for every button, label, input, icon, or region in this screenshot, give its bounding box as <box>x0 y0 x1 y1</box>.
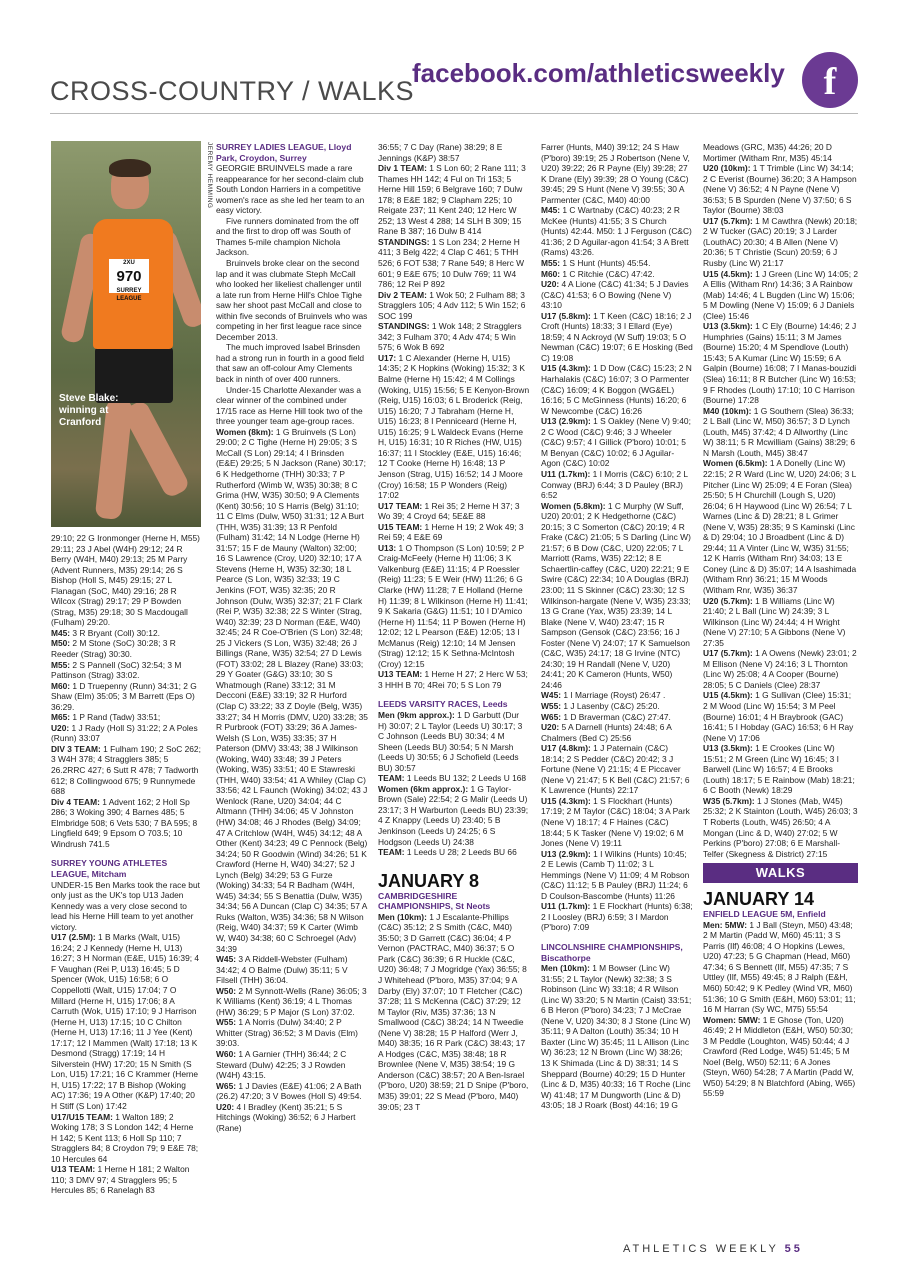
result-category: U13 (2.9km): <box>541 416 591 427</box>
results-column-3 <box>378 142 530 1233</box>
result-paragraph <box>541 712 693 723</box>
result-text: 5 A Darnell (Hunts) 24:48; 6 A Chalmers (Bed C) 25:56 <box>541 722 672 743</box>
result-text: 1 D Dow (C&C) 15:23; 2 N Harhalakis (C&C) 16:07; 3 O Parmenter (C&C) 16:09; 4 K Boggon (WG&EL) 16:16; 5 C McGinness (Hunts) 16:20; 6 W Newcombe (C&C) 16:26 <box>541 363 692 416</box>
event-heading: LINCOLNSHIRE CHAMPIONSHIPS, Biscathorpe <box>541 942 683 963</box>
result-text: 1 O Thompson (S Lon) 10:59; 2 P Craig-McFeely (Herne H) 11:06; 3 K Valkenburg (E&E) 11:15; 4 P Roessler (Reig) 11:23; 5 E Weir (HW) 11:26; 6 G Clarke (HW) 11:28; 7 E Holland (Herne H) 11:39; 8 L Wilkinson (Herne H) 11:41; 9 K Sakaria (G&G) 11:51; 10 I D'Amico (Herne H) 11:54; 11 P Bowen (Herne H) 12:02; 12 L Pearson (E&E) 12:05; 13 I McManus (Reig) 12:10; 14 M Jensen (Strag) 12:12; 15 K Sethna-McIntosh (Croy) 12:15 <box>378 542 528 669</box>
result-paragraph <box>378 710 530 773</box>
magazine-name: ATHLETICS WEEKLY <box>623 1243 779 1255</box>
result-paragraph <box>378 784 530 847</box>
date-heading: JANUARY 14 <box>703 889 815 910</box>
result-category: U17 (5.8km): <box>541 310 591 321</box>
photo-caption: Steve Blake: winning at Cranford <box>59 393 119 428</box>
result-paragraph <box>216 1049 368 1081</box>
result-paragraph <box>51 638 201 659</box>
result-category: Men (10km): <box>378 911 427 922</box>
result-text: 1 G Sullivan (Clee) 15:31; 2 M Wood (Linc W) 15:54; 3 M Peel (Bourne) 16:01; 4 H Braybrook (GAC) 16:41; 5 I Hobday (GAC) 16:53; 6 H Ray (Nene V) 17:06 <box>703 690 854 743</box>
runner-hair <box>109 159 151 177</box>
result-text: 29:10; 22 G Ironmonger (Herne H, M55) 29:11; 23 J Abel (W4H) 29:12; 24 R Berry (W4H, M40) 29:13; 25 M Parry (Advent Runners, M35) 29:14; 26 S Bishop (Holl S, M45) 29:15; 27 L Flanagan (SoC, M40) 29:16; 28 R Wilcox (Strag) 29:17; 29 P Bowden (Strag, M35) 29:18; 30 S Macdougall (Fulham) 29:20. <box>51 533 200 628</box>
result-text: 1 J Ball (Steyn, M50) 43:48; 2 M Martin (Padd W, M60) 45:11; 3 S Parris (Ilf) 46:08; 4 O Hopkins (Lewes, U20) 47:23; 5 G Chapman (Head, M60) 47:34; 6 S Bennett (Ilf, M55) 47:35; 7 S Uttley (Ilf, M55) 49:45; 8 J Ralph (E&H, M60) 50:42; 9 K Pedley (Wind VR, M60) 51:36; 10 G Smith (E&H, M60) 53:01; 11; 16 M Harran (Sy WC, M75) 55:54 <box>703 919 856 1015</box>
event-heading: CAMBRIDGESHIRE CHAMPIONSHIPS, St Neots <box>378 890 491 912</box>
result-text: 1 Leeds U 28; 2 Leeds BU 66 <box>404 847 517 858</box>
result-text: 1 A Garnier (THH) 36:44; 2 C Steward (Dulw) 42:25; 3 J Rowden (W4H) 43:15. <box>216 1049 347 1081</box>
result-paragraph <box>216 385 368 427</box>
result-text: 1 M Bowser (Linc W) 31:55; 2 L Taylor (Newk) 32:38; 3 S Robinson (Linc W) 33:18; 4 R Wilson (Linc W) 33:20; 5 N Martin (Caist) 33:51; 6 B Heron (P'boro) 34:23; 7 J McCrae (Nene V, U20) 34:30; 8 J Stone (Linc W) 35:11; 9 A Dalton (Louth) 35:34; 10 H Baxter (Linc W) 35:45; 11 L Allison (Linc W) 36:23; 12 N Brown (Linc W) 38:26; 13 K Shimada (Linc & D) 38:31; 14 S Sheppard (Bourne) 40:29; 15 D Hunter (Linc & D, M35) 40:33; 16 T Roche (Linc W) 41:48; 17 M Dungworth (Linc & D) 43:05; 18 J Roark (Bost) 44:16; 19 G <box>541 963 692 1111</box>
result-text: 1 Walton 189; 2 Woking 178; 3 S London 142; 4 Herne H 142; 5 Kent 113; 6 Holl Sp 110; 7 Stragglers 84; 8 Croydon 79; 9 E&E 78; 10 Hercules 64 <box>51 1111 199 1164</box>
result-paragraph <box>541 363 693 416</box>
result-paragraph <box>216 1017 368 1049</box>
result-text: 1 M Cawthra (Newk) 20:18; 2 W Tucker (GAC) 20:19; 3 J Larder (LouthAC) 20:30; 4 B Allen (Nene V) 20:36; 5 T Christie (Scun) 20:59; 6 J Rusby (Linc W) 21:17 <box>703 215 858 269</box>
result-paragraph <box>541 722 693 743</box>
result-category: U13 (2.9km): <box>541 848 591 859</box>
result-text: 1 S Hunt (Hunts) 45:54. <box>560 258 651 269</box>
result-paragraph <box>378 353 530 501</box>
result-paragraph <box>541 849 693 902</box>
result-paragraph <box>541 690 693 701</box>
result-category: U11 (1.7km): <box>541 901 591 912</box>
result-category: U17 (5.7km): <box>703 648 753 659</box>
result-text: 1 C Ritchie (C&C) 47:42. <box>560 268 655 279</box>
result-category: U13: <box>378 542 397 553</box>
result-text: 1 S Flockhart (Hunts) 17:19; 2 M Taylor (C&C) 18:04; 3 A Park (Nene V) 18:17; 4 F Haines (C&C) 18:44; 5 K Tasker (Nene V) 19:02; 6 M Jones (Nene V) 19:11 <box>541 795 690 849</box>
result-paragraph <box>51 723 201 744</box>
header-rule <box>50 113 858 114</box>
page-number: 55 <box>784 1243 803 1255</box>
result-paragraph <box>216 258 368 342</box>
result-text: Meadows (GRC, M35) 44:26; 20 D Mortimer (Witham Rnr, M35) 45:14 <box>703 142 832 163</box>
result-text: 1 J Stones (Mab, W45) 25:32; 2 K Stainton (Louth, W45) 26:03; 3 T Roberts (Louth, W45) 26:50; 4 A Mongan (Linc & D, W40) 27:02; 5 W Perkins (P'boro) 27:08; 6 E Marshall-Telfer (Skegness & District) 27:15 <box>703 795 858 859</box>
result-text: 1 I Morris (C&C) 6:10; 2 L Conway (BRJ) 6:44; 3 D Pauley (BRJ) 6:52 <box>541 468 688 501</box>
result-text: 3 R Bryant (Coll) 30:12. <box>70 627 160 638</box>
result-category: TEAM: <box>378 773 405 784</box>
results-column-1 <box>51 533 201 1233</box>
result-text: 1 J Escalante-Phillips (C&C) 35:12; 2 S Smith (C&C, M40) 35:50; 3 D Garrett (C&C) 36:04; 4 P Vernon (PACTRAC, M40) 36:37; 5 O Park (C&C) 36:39; 6 R Huckle (C&C, U20) 36:48; 7 J Mogridge (Yax) 36:55; 8 J Whitehead (P'boro, M35) 37:04; 9 A Darby (Ely) 37:07; 10 T Fletcher (C&C) 37:28; 11 S McKenna (C&C) 37:29; 12 M Taylor (Riv, M35) 37:36; 13 N Smallwood (C&C) 38:24; 14 N Tweedie (Nene V) 38:28; 15 P Halford (Werr J, M40) 38:35; 16 R Park (C&C) 38:43; 17 A Hodges (C&C, M35) 38:48; 18 R Brownlee (Nene V, M35) 38:54; 19 G Anderson (C&C) 38:57; 20 A Ben-Israel (P'boro, U20) 38:59; 21 D Snipe (P'boro, M35) 39:01; 22 S Mead (P'boro, M40) 39:05; 23 T <box>378 911 529 1112</box>
result-text: Under-15 Charlotte Alexander was a clear winner of the combined under 17/15 race as Herne Hill took two of the three younger team age-group races. <box>216 384 363 427</box>
result-paragraph <box>703 321 858 405</box>
result-category: U15 (4.3km): <box>541 795 591 806</box>
result-category: U17 (4.8km): <box>541 743 591 754</box>
result-text: 1 J Davies (E&E) 41:06; 2 A Bath (26.2) 47:20; 3 V Bowes (Holl S) 49:54. <box>216 1080 362 1102</box>
result-category: U20: <box>541 279 560 290</box>
result-paragraph <box>378 912 530 1112</box>
result-text: 1 E Flockhart (Hunts) 6:38; 2 I Loosley (BRJ) 6:59; 3 I Mardon (P'boro) 7:09 <box>541 901 693 933</box>
result-category: TEAM: <box>378 847 405 858</box>
results-column-5 <box>703 142 858 1233</box>
result-text: 1 Herne H 19; 2 Wok 49; 3 Rei 59; 4 E&E 69 <box>378 521 524 543</box>
result-paragraph <box>703 796 858 859</box>
result-paragraph <box>51 660 201 681</box>
result-text: 1 S Lon 60; 2 Rane 111; 3 Thames HH 142; 4 Ful on Tri 153; 5 Herne Hill 159; 6 Belgrave 160; 7 Dulw 178; 8 E&E 182; 9 Clapham 225; 10 Reigate 237; 11 Kent 240; 12 Herc W 252; 13 West 4 288; 14 SLH B 309; 15 Rane B 387; 16 Dulw B 414 <box>378 163 526 237</box>
result-category: Men: 5MW: <box>703 919 748 930</box>
result-category: U13 (3.5km): <box>703 743 753 754</box>
result-category: U20: <box>216 1101 235 1112</box>
result-category: U20: <box>541 722 560 733</box>
result-paragraph <box>378 321 530 353</box>
result-text: 1 J Lasenby (C&C) 25:20. <box>561 700 660 711</box>
result-category: M45: <box>51 627 71 638</box>
spacer <box>378 690 530 699</box>
result-category: U11 (1.7km): <box>541 468 591 479</box>
result-paragraph <box>541 279 693 311</box>
result-paragraph <box>703 1015 858 1099</box>
result-text: 1 A Norris (Dulw) 34:40; 2 P Whitter (Strag) 36:52; 3 M Davis (Elm) 39:03. <box>216 1017 358 1049</box>
result-text: 2 S Pannell (SoC) 32:54; 3 M Pattinson (Strag) 33:02. <box>51 659 182 681</box>
event-heading: ENFIELD LEAGUE 5M, Enfield <box>703 909 826 920</box>
result-text: 1 Herne H 27; 2 Herc W 53; 3 HHH B 70; 4Rei 70; 5 S Lon 79 <box>378 669 528 690</box>
result-paragraph <box>703 458 858 595</box>
result-category: W60: <box>216 1049 237 1060</box>
result-paragraph <box>51 744 201 797</box>
result-text: 2 M Synnott-Wells (Rane) 36:05; 3 K Williams (Kent) 36:19; 4 L Thomas (HW) 36:29; 5 P Major (S Lon) 37:02. <box>216 985 367 1017</box>
facebook-url[interactable]: facebook.com/athleticsweekly <box>412 58 785 88</box>
result-category: U13 (3.5km): <box>703 321 753 332</box>
result-paragraph <box>378 669 530 690</box>
result-category: DIV 3 TEAM: <box>51 743 101 754</box>
result-category: M55: <box>541 258 561 269</box>
result-paragraph <box>378 847 530 858</box>
result-text: 1 E Ghose (Ton, U20) 46:49; 2 H Middleton (E&H, W50) 50:30; 3 M Peddle (Loughton, W45) 50:44; 4 J Crawford (Red Lodge, W45) 51:45; 5 M Noel (Belg, W50) 52:11; 6 A Jones (Steyn, W60) 54:28; 7 A Martin (Padd W, W50) 54:29; 8 N Blatchford (Abing, W65) 55:59 <box>703 1014 856 1099</box>
result-paragraph <box>541 142 693 205</box>
result-text: 1 Wok 148; 2 Stragglers 342; 3 Fulham 370; 4 Adv 474; 5 Win 575; 6 Wok B 692 <box>378 321 522 353</box>
result-category: U17 (2.5M): <box>51 932 96 943</box>
result-paragraph <box>541 469 693 501</box>
result-paragraph <box>541 501 693 691</box>
result-paragraph <box>541 743 693 796</box>
result-paragraph <box>703 163 858 216</box>
result-text: 1 D Braverman (C&C) 27:47. <box>561 711 671 722</box>
result-category: U15 TEAM: <box>378 521 423 532</box>
result-text: 1 J Paternain (C&C) 18:14; 2 S Pedder (C&C) 20:42; 3 J Fortune (Nene V) 21:15; 4 E Piccaver (Nene V) 21:47; 5 K Bell (C&C) 21:57; 6 K Lawrence (Hunts) 22:17 <box>541 743 690 796</box>
result-text: 3 A Riddell-Webster (Fulham) 34:42; 4 O Balme (Dulw) 35:11; 5 V Filsell (THH) 36:04. <box>216 954 348 986</box>
result-category: M55: <box>51 659 71 670</box>
result-category: M50: <box>51 638 71 649</box>
result-category: U20 (5.7km): <box>703 595 753 606</box>
result-paragraph <box>216 216 368 258</box>
result-text: 1 Herne H 181; 2 Walton 110; 3 DMV 97; 4 Stragglers 95; 5 Hercules 85; 6 Ranelagh 83 <box>51 1164 190 1196</box>
result-text: 1 Advent 162; 2 Holl Sp 286; 3 Woking 390; 4 Barnes 485; 5 Elmbridge 508; 6 Vets 530; 7 BA 595; 8 Lingfield 649; 9 Epsom O 703.5; 10 Windrush 741.5 <box>51 796 198 849</box>
result-paragraph <box>541 311 693 364</box>
result-text: 4 A Lione (C&C) 41:34; 5 J Davies (C&C) 41:53; 6 O Bowing (Nene V) 43:10 <box>541 279 689 311</box>
result-category: U15 (4.5km): <box>703 690 753 701</box>
result-paragraph <box>378 522 530 543</box>
result-category: M60: <box>51 680 71 691</box>
result-paragraph <box>703 142 858 163</box>
result-paragraph <box>378 290 530 322</box>
event-heading: SURREY YOUNG ATHLETES LEAGUE, Mitcham <box>51 858 168 879</box>
result-paragraph <box>51 712 201 723</box>
result-paragraph <box>216 427 368 954</box>
result-category: U17 (5.7km): <box>703 215 753 226</box>
result-category: Men (10km): <box>541 963 590 974</box>
result-category: M45: <box>541 205 561 216</box>
result-category: U17: <box>378 352 397 363</box>
result-paragraph <box>541 796 693 849</box>
result-text: 1 B Williams (Linc W) 21:40; 2 L Ball (Linc W) 24:39; 3 L Wilkinson (Linc W) 24:44; 4 H Wright (Nene V) 27:10; 5 A Gibbons (Nene V) 27:35 <box>703 595 846 648</box>
result-category: STANDINGS: <box>378 236 430 247</box>
race-bib: 2XU 970 SURREY LEAGUE <box>109 259 149 293</box>
result-text: 1 T Trimble (Linc W) 34:14; 2 C Everist (Bourne) 36:20; 3 A Hampson (Nene V) 36:52; 4 N Payne (Nene V) 36:53; 5 B Spurden (Nene V) 37:50; 6 S Taylor (Bourne) 38:03 <box>703 163 857 216</box>
result-paragraph <box>378 163 530 237</box>
result-text: Five runners dominated from the off and the first to drop off was South of Thames 5-mile champion Nichola Jackson. <box>216 215 359 258</box>
result-text: 1 D Truepenny (Runn) 34:31; 2 G Shaw (Elm) 35:05; 3 M Barrett (Eps O) 36:29. <box>51 680 197 712</box>
result-category: W55: <box>216 1017 237 1028</box>
result-paragraph <box>216 1081 368 1102</box>
result-category: Women (5.8km): <box>541 500 606 511</box>
result-paragraph <box>541 963 693 1111</box>
result-paragraph <box>51 1112 201 1165</box>
result-category: W35 (5.7km): <box>703 795 755 806</box>
results-column-2 <box>216 142 368 1233</box>
result-category: W45: <box>216 954 237 965</box>
result-category: W65: <box>216 1080 237 1091</box>
result-category: Women: 5MW: <box>703 1014 761 1025</box>
result-paragraph <box>51 681 201 713</box>
result-paragraph <box>703 743 858 796</box>
result-paragraph <box>51 880 201 933</box>
result-text: 1 Rei 35; 2 Herne H 37; 3 Wo 39; 4 Croyd 64; 5E&E 88 <box>378 500 520 522</box>
result-text: Bruinvels broke clear on the second lap and it was clubmate Steph McCall who looked her likeliest challenger until a late run from Herne Hill's Chloe Tighe saw her shoot past McCall and close to within five seconds of Bruinvels who was competing in her first league race since December 2013. <box>216 258 368 342</box>
result-category: STANDINGS: <box>378 321 430 332</box>
result-paragraph <box>51 628 201 639</box>
result-text: 1 A Donelly (Linc W) 22:15; 2 R Ward (Linc W, U20) 24:06; 3 L Pitcher (Linc W) 25:09; 4 E Foran (Slea) 25:50; 5 H Churchill (Lough S, U20) 26:04; 6 H Haywood (Linc W) 26:54; 7 L Warnes (Linc & D) 28:21; 8 L Grimer (Nene V, W35) 28:35; 9 S Kaminski (Linc & D) 29:04; 10 J Broadbent (Linc & D) 29:44; 11 A Vinter (Linc W, W35) 31:55; 12 K Harris (Witham Rnr) 34:03; 13 E Coney (Linc & D) 35:07; 14 A Isashimada (Witham Rnr) 36:21; 15 M Woods (Witham Rnr, W35) 36:37 <box>703 458 857 595</box>
result-paragraph <box>51 932 201 1111</box>
result-paragraph <box>216 342 368 384</box>
runner-photo <box>51 141 201 527</box>
result-text: 1 A Owens (Newk) 23:01; 2 M Ellison (Nene V) 24:16; 3 L Thornton (Linc W) 25:08; 4 A Cooper (Bourne) 28:05; 5 C Daniels (Clee) 28:37 <box>703 648 857 690</box>
result-text: 1 C Murphy (W Suff, U20) 20:01; 2 K Hedgethorne (C&C) 20:15; 3 C Somerton (C&C) 20:19; 4 R Frake (C&C) 21:05; 5 S Darling (Linc W) 21:57; 6 B Dow (C&C, U20) 22:05; 7 L Marriott (Rams, W35) 22:12; 8 E Schaertlin-caffey (C&C, U20) 22:21; 9 E Swire (C&C) 22:34; 10 A Douglas (BRJ) 23:00; 11 S Skinner (C&C) 23:30; 12 S Wilkinson-hargate (Nene V, W35) 23:33; 13 G Crane (Yax, W35) 23:39; 14 L Blake (Nene V, W40) 23:47; 15 R Sampson (Gensok (C&C) 23:56; 16 J Foster (Nene V) 24:07; 17 K Samuelson (C&C, W35) 24:17; 18 G Irvine (NTC) 24:30; 19 H Randall (Nene V, U20) 24:41; 20 K Cameron (Hunts, W50) 24:46 <box>541 500 691 690</box>
result-paragraph <box>378 773 530 784</box>
result-paragraph <box>216 986 368 1018</box>
result-text: 1 Leeds BU 132; 2 Leeds U 168 <box>404 773 527 784</box>
result-paragraph <box>703 406 858 459</box>
result-text: 36:55; 7 C Day (Rane) 38:29; 8 E Jennings (K&P) 38:57 <box>378 142 503 163</box>
result-text: 1 Fulham 190; 2 SoC 262; 3 W4H 378; 4 Stragglers 385; 5 26.2RRC 427; 6 Sutt R 478; 7 Tadworth 612; 8 Collingwood 675; 9 Runnymede 688 <box>51 743 201 797</box>
spacer <box>541 933 693 942</box>
result-paragraph <box>216 163 368 216</box>
result-category: Div 4 TEAM: <box>51 796 100 807</box>
result-text: 1 I Wilkins (Hunts) 10:45; 2 E Lewis (Camb T) 11:02; 3 L Hemmings (Nene V) 11:09; 4 M Robson (C&C) 11:12; 5 B Pauley (BRJ) 11:24; 6 D Coulson-Bascombe (Hunts) 11:26 <box>541 848 690 901</box>
spacer <box>51 849 201 858</box>
result-category: U13 TEAM: <box>51 1164 96 1175</box>
result-category: Women (6km approx.): <box>378 783 469 794</box>
result-paragraph <box>703 269 858 322</box>
result-paragraph <box>216 954 368 986</box>
result-text: 4 I Bradley (Kent) 35:21; 5 S Hitchings (Woking) 36:52; 6 J Harbert (Rane) <box>216 1101 356 1133</box>
result-paragraph <box>541 901 693 933</box>
result-paragraph <box>378 237 530 290</box>
result-text: 2 M Stone (SoC) 30:28; 3 R Reeder (Strag) 30:30. <box>51 638 176 660</box>
result-category: U15 (4.5km): <box>703 268 753 279</box>
result-category: U17 TEAM: <box>378 500 423 511</box>
result-paragraph <box>541 258 693 269</box>
result-paragraph <box>51 1164 201 1196</box>
result-category: Women (6.5km): <box>703 458 768 469</box>
result-text: 1 C Alexander (Herne H, U15) 14:35; 2 K Hopkins (Woking) 15:32; 3 K Balme (Herne H) 15:42; 4 M Collings (Woking, U15) 15:56; 5 E Kenyon-Brown (Reig, U15) 16:03; 6 L Broderick (Reig, U15) 16:20; 7 J Tabraham (Herne H, U15) 16:23; 8 I Penniceard (Herne H, U15) 16:25; 9 L Waldeck Evans (Herne H, U15) 16:31; 10 R Riches (HW, U15) 16:37; 11 I Stockley (E&E, U15) 16:46; 12 T Cooke (Herne H) 16:48; 13 P Jenson (Strag, U15) 16:52; 14 J Moore (Croy) 16:58; 15 P Wonders (Reig) 17:02 <box>378 352 530 501</box>
result-text: 1 B Marks (Walt, U15) 16:24; 2 J Kennedy (Herne H, U13) 16:27; 3 H Norman (E&E, U15) 16:39; 4 F Vaughan (Rei P, U13) 16:45; 5 D Spencer (Wok, U15) 16:58; 6 O Coppellotti (Walt, U15) 17:04; 7 O Millard (Herne H, U15) 17:06; 8 A Carruth (Wok, U15) 17:10; 9 J Harrison (Herne H, U13) 17:15; 10 C Chilton (Herne H, U13) 17:16; 11 J Yee (Kent) 17:17; 12 I Mammen (Walt) 17:18; 13 K Desmond (Stragg) 17:19; 14 H Silverstein (HW) 17:20; 15 N Smith (S Lon, U15) 17:21; 16 C Krammer (Herne H, U15) 17:22; 17 B Bishop (Woking AC) 17:36; 19 A Other (K&P) 17:40; 20 H Stiff (S Lon) 17:42 <box>51 932 200 1111</box>
result-paragraph <box>541 269 693 280</box>
result-category: U17/U15 TEAM: <box>51 1111 113 1122</box>
result-category: M65: <box>51 712 71 723</box>
results-column-4 <box>541 142 693 1233</box>
result-category: W50: <box>216 985 237 996</box>
result-text: UNDER-15 Ben Marks took the race but only just as the UK's top U13 Jaden Kennedy was a very close second to lead his Herne Hill team to yet another victory. <box>51 879 200 932</box>
result-paragraph <box>378 543 530 670</box>
result-text: 1 P Rand (Tadw) 33:51; <box>70 712 161 723</box>
walks-section-banner: WALKS <box>703 863 858 883</box>
result-text: Farrer (Hunts, M40) 39:12; 24 S Haw (P'boro) 39:19; 25 J Robertson (Nene V, U20) 39:22; 26 R Payne (Ely) 39:28; 27 K Drane (Ely) 39:39; 28 O Young (C&C) 39:45; 29 S Hunt (Nene V) 39:55; 30 A Parmenter (C&C, M40) 40:00 <box>541 142 690 205</box>
event-heading: SURREY LADIES LEAGUE, Lloyd Park, Croydon, Surrey <box>216 142 352 163</box>
result-category: W65: <box>541 711 562 722</box>
result-category: Div 2 TEAM: <box>378 289 427 300</box>
result-paragraph <box>703 596 858 649</box>
result-category: M60: <box>541 268 561 279</box>
result-text: 1 S Lon 234; 2 Herne H 411; 3 Belg 422; 4 Clap C 461; 5 THH 526; 6 FOT 538; 7 Rane 549; 8 Herc W 601; 9 E&E 675; 10 Dulw 769; 11 W4 786; 12 Rei P 892 <box>378 236 525 290</box>
result-text: 1 J Green (Linc W) 14:05; 2 A Ellis (Witham Rnr) 14:36; 3 A Rainbow (Mab) 14:46; 4 L Bugden (Linc W) 15:06; 5 M Dowling (Nene V) 15:09; 6 J Daniels (Clee) 15:46 <box>703 268 858 321</box>
result-paragraph <box>541 205 693 258</box>
date-heading: JANUARY 8 <box>378 870 480 891</box>
facebook-icon[interactable]: f <box>802 52 858 108</box>
result-category: Men (9km approx.): <box>378 709 455 720</box>
result-text: 1 G Taylor-Brown (Sale) 22:54; 2 G Malir (Leeds U) 23:17; 3 H Warburton (Leeds BU) 23:39; 4 Z Knappy (Leeds U) 23:40; 5 B Jenkinson (Leeds U) 24:25; 6 S Hodgson (Leeds U) 24:38 <box>378 783 529 847</box>
result-paragraph <box>51 533 201 628</box>
photo-credit: JEREMY HEMMING <box>206 142 213 209</box>
result-text: 1 S Oakley (Nene V) 9:40; 2 C Wood (C&C) 9:46; 3 J Wheeler (C&C) 9:57; 4 I Gillick (P'boro) 10:01; 5 M Benyan (C&C) 10:02; 6 J Aguilar-Agon (C&C) 10:02 <box>541 416 691 469</box>
result-paragraph <box>51 797 201 850</box>
result-paragraph <box>703 216 858 269</box>
section-title: CROSS-COUNTRY / WALKS <box>50 76 415 106</box>
result-text: 1 E Crookes (Linc W) 15:51; 2 M Green (Linc W) 16:45; 3 I Barwell (Linc W) 16:57; 4 E Brooks (Louth) 18:17; 5 E Rainbow (Mab) 18:21; 6 C Booth (Newk) 18:29 <box>703 743 855 796</box>
result-category: U15 (4.3km): <box>541 363 591 374</box>
result-text: 1 I Marriage (Royst) 26:47 . <box>561 690 666 701</box>
result-text: 1 C Wartnaby (C&C) 40:23; 2 R McKee (Hunts) 41:55; 3 S Church (Hunts) 42:44. M50: 1 J Ferguson (C&C) 41:36; 2 D Aguilar-agon 41:54; 3 A Brett (Rams) 43:26. <box>541 205 692 258</box>
result-category: Div 1 TEAM: <box>378 163 427 174</box>
result-category: W45: <box>541 690 562 701</box>
result-paragraph <box>703 648 858 690</box>
result-text: 1 Wok 50; 2 Fulham 88; 3 Stragglers 105; 4 Adv 112; 5 Win 152; 6 SOC 199 <box>378 289 526 321</box>
result-paragraph <box>541 701 693 712</box>
result-category: U13 TEAM: <box>378 669 423 680</box>
spacer <box>378 858 530 867</box>
result-category: W55: <box>541 700 562 711</box>
result-paragraph <box>541 416 693 469</box>
result-text: 1 J Rady (Holl S) 31:22; 2 A Poles (Runn) 33:07 <box>51 722 198 744</box>
result-paragraph <box>378 501 530 522</box>
result-category: M40 (10km): <box>703 405 752 416</box>
result-text: 1 C Ely (Bourne) 14:46; 2 J Humphries (Gains) 15:11; 3 M James (Bourne) 15:20; 4 M Spendlove (Louth) 15:43; 5 A Kumar (Linc W) 15:59; 6 A Galpin (Bourne) 16:08; 7 I Manas-bouzidi (Slea) 16:11; 8 R Butcher (Linc W) 16:53; 9 F Rhodes (Louth) 17:10; 10 C Harrison (Bourne) 17:28 <box>703 321 857 406</box>
result-paragraph <box>216 1102 368 1134</box>
result-text: 1 T Keen (C&C) 18:16; 2 J Croft (Hunts) 18:33; 3 I Ellard (Eye) 18:59; 4 N Ackroyd (W Suff) 19:03; 5 O Newman (C&C) 19:07; 6 E Hosking (Bed C) 19:08 <box>541 310 693 363</box>
result-category: U20 (10km): <box>703 163 751 174</box>
result-paragraph <box>703 690 858 743</box>
result-text: The much improved Isabel Brinsden had a strong run in fourth in a good field that saw an off-colour Amy Clements back in ninth of over 400 runners. <box>216 342 365 385</box>
result-category: Women (8km): <box>216 426 274 437</box>
event-heading: LEEDS VARSITY RACES, Leeds <box>378 699 508 710</box>
result-category: U20: <box>51 722 70 733</box>
result-text: 1 D Garbutt (Dur H) 30:07; 2 L Taylor (Leeds U) 30:17; 3 C Johnson (Leeds BU) 30:34; 4 M Sheen (Leeds BU) 30:54; 5 N Marsh (Leeds U) 30:55; 6 J Schofield (Leeds BU) 30:57 <box>378 709 523 773</box>
result-text: GEORGIE BRUINVELS made a rare reappearance for her second-claim club South London Harriers in a competitive women's race as she led her team to an easy victory. <box>216 163 365 216</box>
result-paragraph <box>703 920 858 1015</box>
result-text: 1 G Bruinvels (S Lon) 29:00; 2 C Tighe (Herne H) 29:05; 3 S McCall (S Lon) 29:14; 4 I Brinsden (E&E) 29:25; 5 N Jackson (Rane) 30:17; 6 K Hedgethorne (THH) 30:33; 7 P Rutherford (Wimb W, W35) 30:38; 8 C Grima (HW, W35) 30:50; 9 A Clements (Kent) 30:56; 10 S Harris (Belg) 31:10; 11 C Elms (Dulw, W50) 31:31; 12 A Burt (THH, W35) 31:39; 13 R Penfold (Fulham) 31:42; 14 N Lodge (Herne H) 31:57; 15 F de Mauny (Walton) 32:00; 16 S Lawrence (Croy, U20) 32:10; 17 A Stevens (Herne H, W35) 32:30; 18 L Pearce (S Lon, W35) 32:33; 19 C Jenkins (FOT, W35) 32:35; 20 R Johnson (Dulw, W35) 32:37; 21 F Clark (Rei P, W35) 32:38; 22 S Winter (Strag, W40) 32:39; 23 D Norman (E&E, W40) 32:45; 24 R Coe-O'Brien (S Lon) 32:48; 25 J Vickers (S Lon, W35) 32:48; 26 J Billings (Rane, W35) 32:54; 27 D Lewis (FOT) 33:02; 28 L Blazey (Rane) 33:03; 29 Y Goater (G&G) 33:10; 30 S Whatmough (Rane) 33:12; 31 M Decconi (E&E) 33:19; 32 R Hurford (Clap C) 33:22; 33 Z Doyle (Belg, W35) 33:27; 34 H Morris (DMV, U20) 33:28; 35 R Purbrook (FOT) 33:29; 36 A James-Welsh (S Lon, W35) 33:35; 37 H Paterson (DMV) 33:43; 38 J Wilkinson (Woking, W40) 33:48; 39 J Peters (Woking, W35) 33:51; 40 E Stawreski (THH, W40) 33:54; 41 A Whiley (Clap C) 33:56; 42 L Faunch (Woking) 34:02; 43 J Wenlock (Rane, U20) 34:04; 44 C Altmann (THH) 34:06; 45 V Johnston (HW) 34:08; 46 J Rhodes (Belg) 34:09; 47 A Critchlow (W4H, W45) 34:12; 48 A Other (Kent) 34:23; 49 C Pennock (Belg) 34:24; 50 R Goodwin (Wind) 34:26; 51 K Crawford (Herne H, W40) 34:27; 52 J Lynch (Belg) 34:29; 53 G Furze (Woking) 34:33; 54 R Badham (W4H, W45) 34:34; 55 S Benattia (Dulw, W35) 34:34; 56 A Duncan (Clap C) 34:35; 57 A Ruks (Walton, W35) 34:36; 58 N Wilson (Reig, W40) 34:37; 59 K Carter (Wimb W, W40) 34:38; 60 C Schroegel (Adv) 34:39 <box>216 426 368 954</box>
result-text: 1 G Southern (Slea) 36:33; 2 L Ball (Linc W, M50) 36:57; 3 D Lynch (Louth, M45) 37:42; 4 D Allworthy (Linc W) 38:11; 5 R Mcwilliam (Gains) 38:29; 6 N Marsh (Louth, M45) 38:47 <box>703 405 856 458</box>
result-paragraph <box>378 142 530 163</box>
page-footer <box>623 1243 803 1255</box>
